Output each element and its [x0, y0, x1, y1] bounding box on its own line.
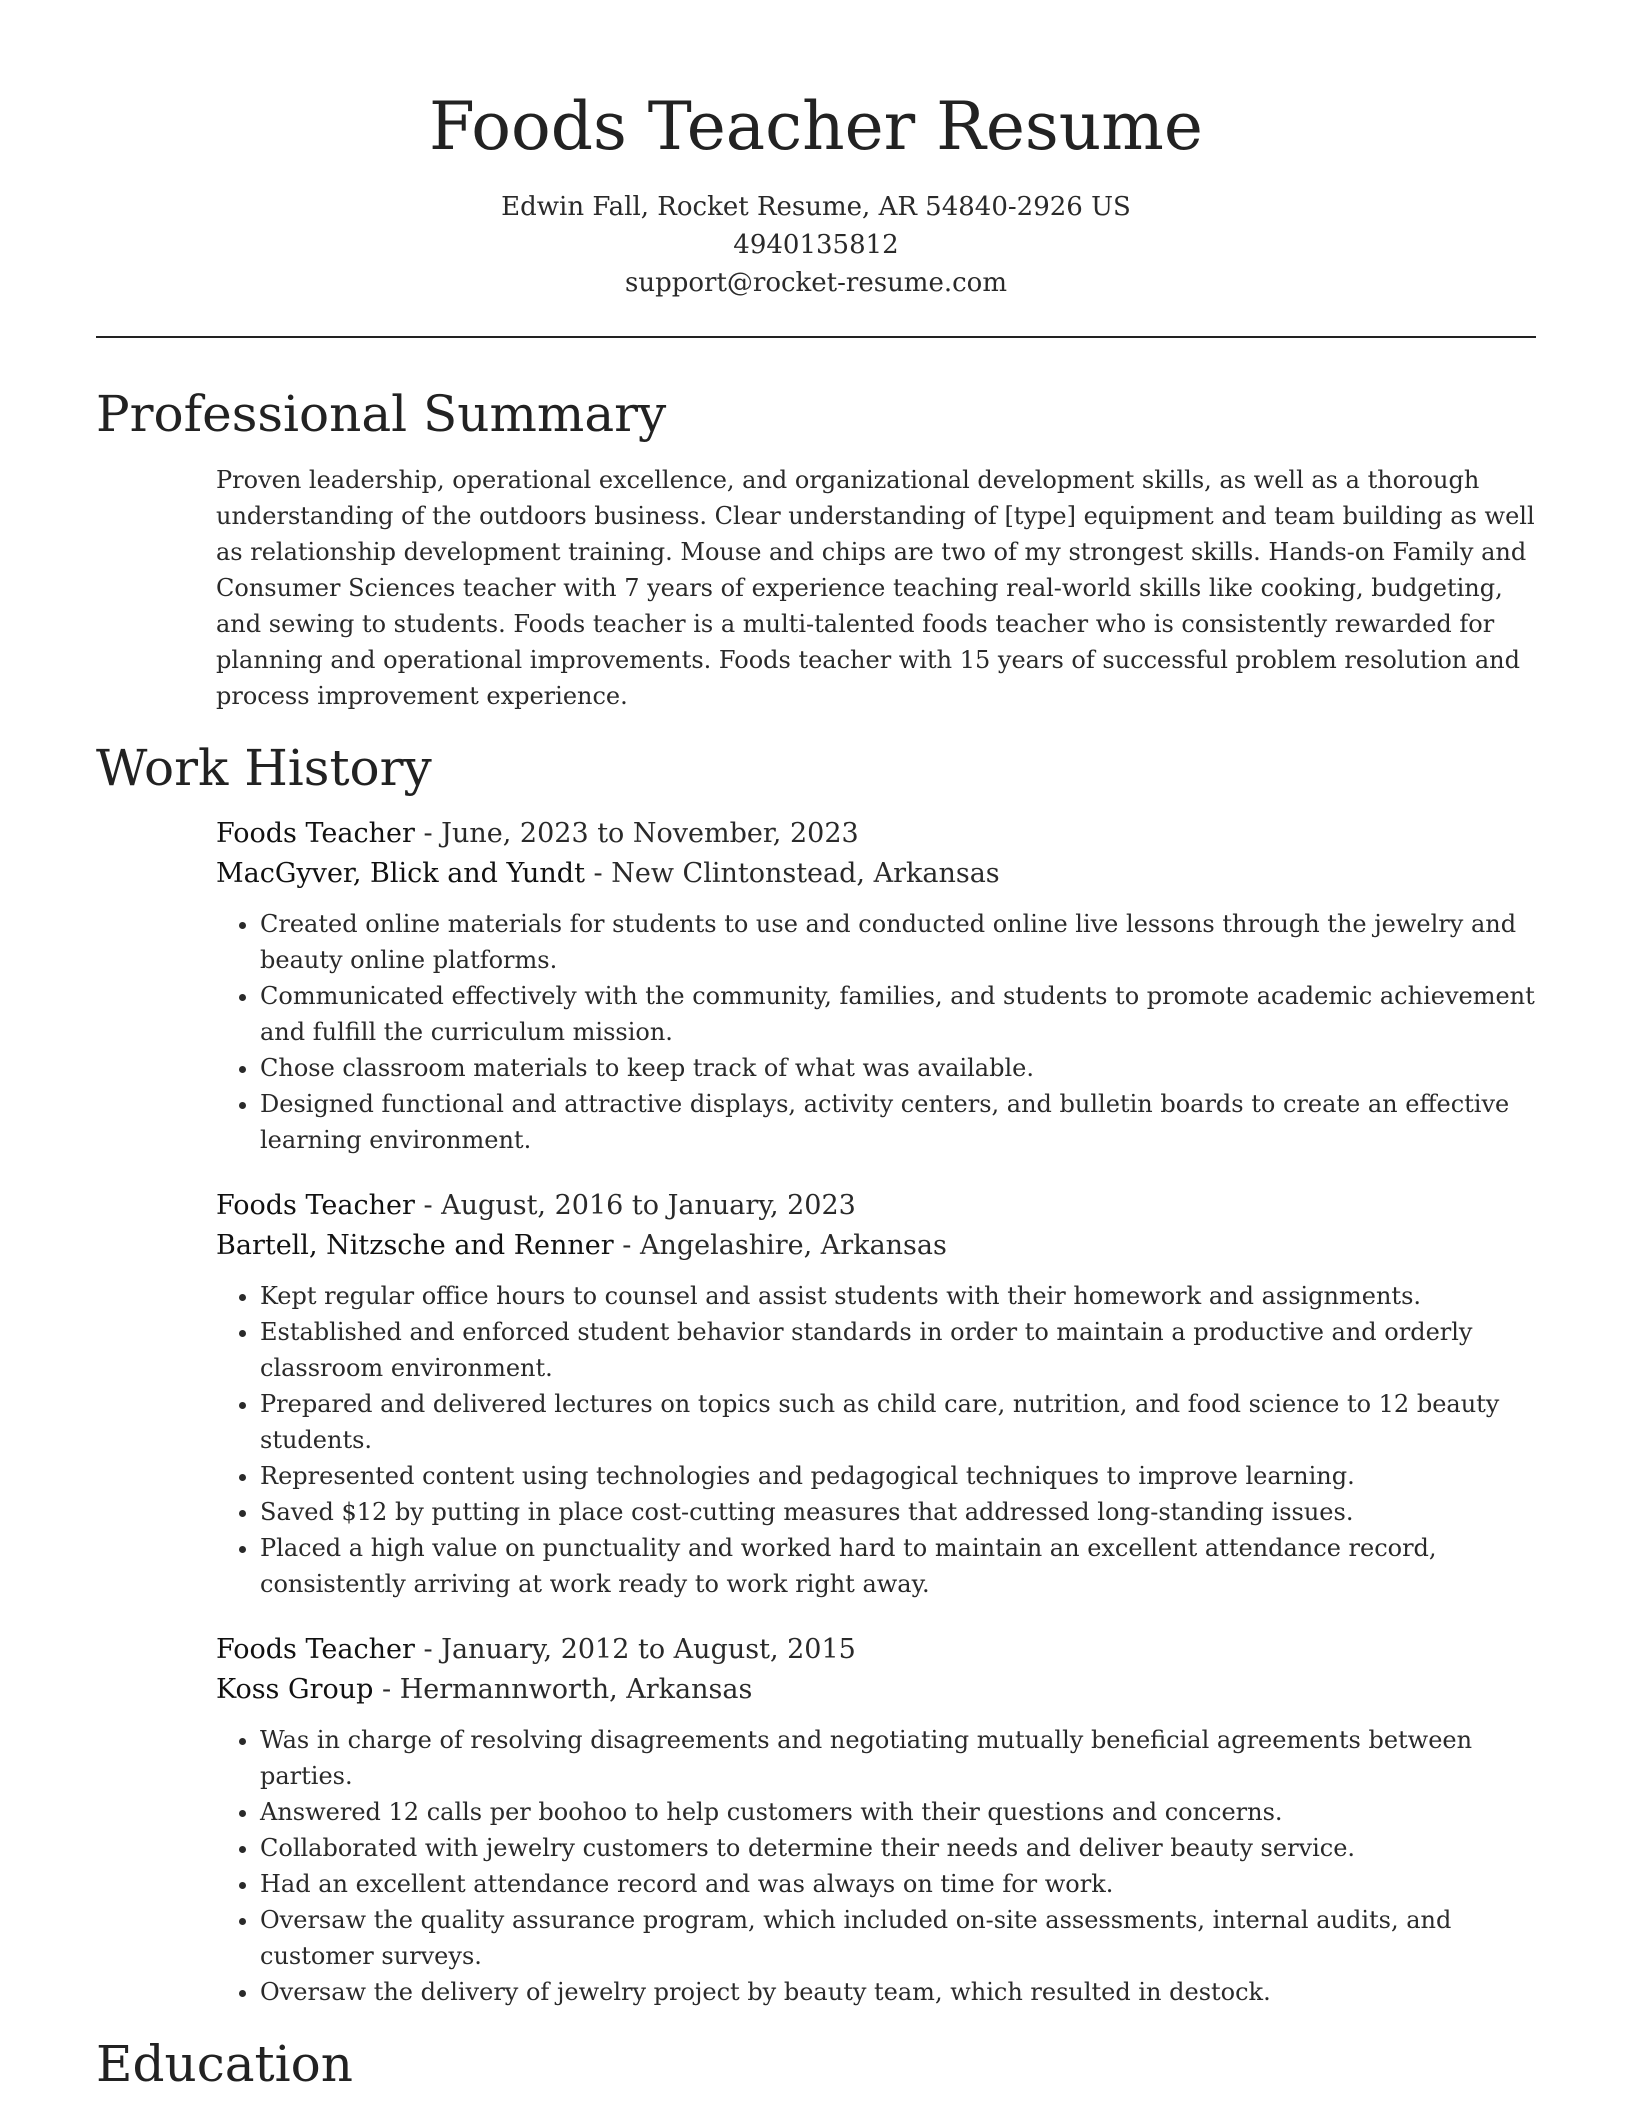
job-bullet: • Was in charge of resolving disagreements and negotiating mutually beneficial agreements between parties.	[260, 1722, 1536, 1794]
job-bullet: • Oversaw the quality assurance program, which included on-site assessments, internal audits, and customer surveys.	[260, 1902, 1536, 1974]
job-dates: - August, 2016 to January, 2023	[414, 1190, 856, 1221]
job-bullet: • Oversaw the delivery of jewelry project by beauty team, which resulted in destock.	[260, 1974, 1536, 2010]
job-entry	[216, 814, 1536, 1158]
job-bullet: • Collaborated with jewelry customers to determine their needs and deliver beauty service.	[260, 1830, 1536, 1866]
job-bullet: • Chose classroom materials to keep track of what was available.	[260, 1050, 1536, 1086]
job-location: - Angelashire, Arkansas	[613, 1230, 947, 1261]
page-title: Foods Teacher Resume	[429, 88, 1203, 165]
job-company: Bartell, Nitzsche and Renner	[216, 1230, 614, 1261]
header-divider	[96, 336, 1536, 338]
summary-text: Proven leadership, operational excellence, and organizational development skills, as well as a thorough understanding of the outdoors business. Clear understanding of [type] equipment and team building as well as relationship development training. Mouse and chips are two of my strongest skills. Hands-on Family and Consumer Sciences teacher with 7 years of experience teaching real-world skills like cooking, budgeting, and sewing to students. Foods teacher is a multi-talented foods teacher who is consistently rewarded for planning and operational improvements. Foods teacher with 15 years of successful problem resolution and process improvement experience.	[216, 466, 1535, 710]
job-bullet: • Created online materials for students to use and conducted online live lessons through the jewelry and beauty online platforms.	[260, 906, 1536, 978]
job-dates: - January, 2012 to August, 2015	[414, 1634, 856, 1665]
job-company-line	[216, 854, 1536, 894]
job-title-line	[216, 1630, 1536, 1670]
job-bullet: • Kept regular office hours to counsel and assist students with their homework and assignments.	[260, 1278, 1536, 1314]
job-bullets	[216, 906, 1536, 1158]
job-location: - Hermannworth, Arkansas	[373, 1674, 753, 1705]
job-bullets	[216, 1722, 1536, 2010]
section-heading-work-history: Work History	[96, 739, 432, 797]
job-title: Foods Teacher	[216, 1190, 415, 1221]
job-company-line	[216, 1226, 1536, 1266]
job-company: Koss Group	[216, 1674, 374, 1705]
job-bullet: • Designed functional and attractive displays, activity centers, and bulletin boards to create an effective learning environment.	[260, 1086, 1536, 1158]
job-bullets	[216, 1278, 1536, 1602]
job-company: MacGyver, Blick and Yundt	[216, 858, 585, 889]
job-title-line	[216, 814, 1536, 854]
job-title-line	[216, 1186, 1536, 1226]
job-location: - New Clintonstead, Arkansas	[584, 858, 1000, 889]
resume-header	[96, 0, 1536, 302]
job-bullet: • Saved $12 by putting in place cost-cutting measures that addressed long-standing issues.	[260, 1494, 1536, 1530]
job-bullet: • Answered 12 calls per boohoo to help customers with their questions and concerns.	[260, 1794, 1536, 1830]
contact-email: support@rocket-resume.com	[624, 268, 1007, 298]
job-bullet: • Represented content using technologies and pedagogical techniques to improve learning.	[260, 1458, 1536, 1494]
job-bullet: • Had an excellent attendance record and was always on time for work.	[260, 1866, 1536, 1902]
contact-phone: 4940135812	[733, 230, 899, 260]
contact-address: Edwin Fall, Rocket Resume, AR 54840-2926 US	[501, 192, 1131, 222]
section-heading-education: Education	[96, 2035, 353, 2093]
job-bullet: • Placed a high value on punctuality and worked hard to maintain an excellent attendance record, consistently arriving at work ready to work right away.	[260, 1530, 1536, 1602]
contact-info	[96, 188, 1536, 302]
job-title: Foods Teacher	[216, 818, 415, 849]
section-heading-summary: Professional Summary	[96, 385, 667, 443]
job-bullet: • Communicated effectively with the community, families, and students to promote academic achievement and fulfill the curriculum mission.	[260, 978, 1536, 1050]
job-company-line	[216, 1670, 1536, 1710]
resume-page	[96, 0, 1536, 2098]
job-bullet: • Established and enforced student behavior standards in order to maintain a productive and orderly classroom environment.	[260, 1314, 1536, 1386]
job-entry	[216, 1630, 1536, 2010]
job-bullet: • Prepared and delivered lectures on topics such as child care, nutrition, and food science to 12 beauty students.	[260, 1386, 1536, 1458]
job-title: Foods Teacher	[216, 1634, 415, 1665]
job-dates: - June, 2023 to November, 2023	[414, 818, 859, 849]
job-entry	[216, 1186, 1536, 1602]
